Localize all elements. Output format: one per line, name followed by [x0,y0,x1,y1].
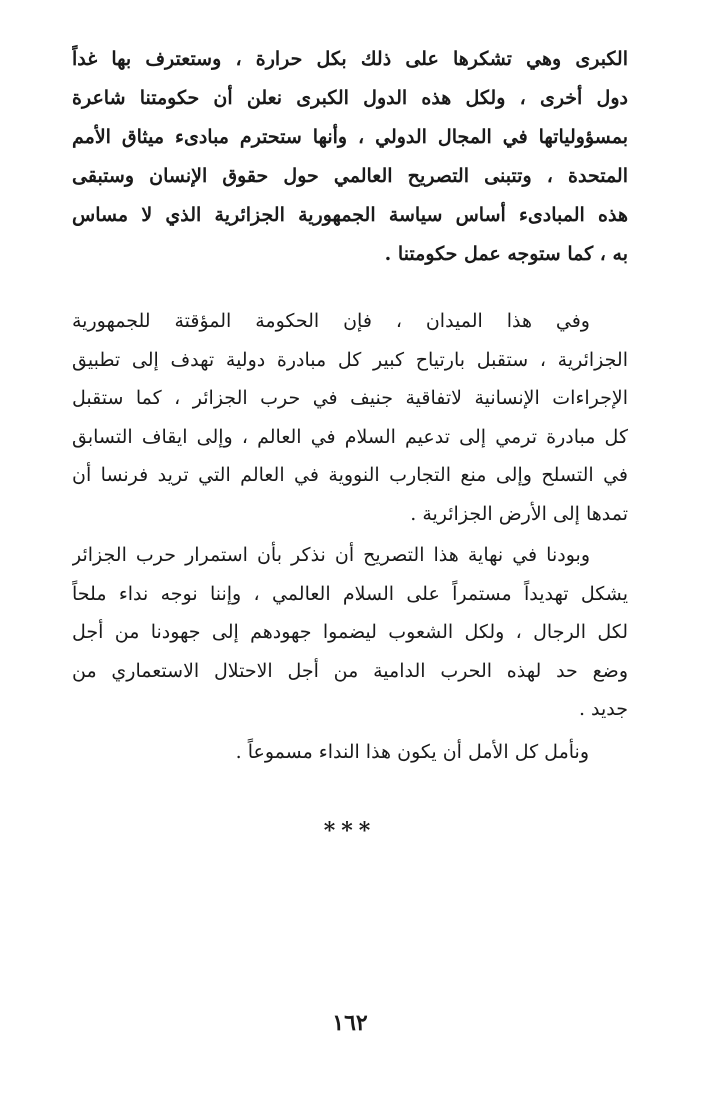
paragraph-line: وضع حد لهذه الحرب الدامية من أجل الاحتلال الاستعماري من [72,659,628,682]
paragraph-line: يشكل تهديداً مستمراً على السلام العالمي ، وإننا نوجه نداء ملحاً [72,582,628,605]
paragraph-line: بمسؤولياتها في المجال الدولي ، وأنها ستحترم مبادىء ميثاق الأمم [72,126,628,148]
document-page [72,40,628,1080]
paragraph-line: تمدها إلى الأرض الجزائرية . [410,502,628,525]
section-separator: *** [323,818,377,844]
paragraph-4: ونأمل كل الأمل أن يكون هذا النداء مسموعاً . [235,741,589,763]
paragraph-2 [72,302,628,533]
paragraph-line: دول أخرى ، ولكل هذه الدول الكبرى نعلن أن حكومتنا شاعرة [72,87,628,109]
paragraph-line: الجزائرية ، ستقبل بارتياح كبير كل مبادرة دولية تهدف إلى تطبيق [72,348,628,371]
paragraph-line: وفي هذا الميدان ، فإن الحكومة المؤقتة للجمهورية [72,310,590,332]
paragraph-line: في التسلح وإلى منع التجارب النووية في العالم التي تريد فرنسا أن [72,464,628,486]
paragraph-line: وبودنا في نهاية هذا التصريح أن نذكر بأن استمرار حرب الجزائر [72,544,590,566]
page-number: ١٦٢ [332,1010,368,1036]
paragraph-line: كل مبادرة ترمي إلى تدعيم السلام في العالم ، وإلى ايقاف التسابق [72,425,628,448]
paragraph-3 [72,536,628,729]
paragraph-line: هذه المبادىء أساس سياسة الجمهورية الجزائرية الذي لا مساس [72,204,628,226]
paragraph-line: المتحدة ، وتتبنى التصريح العالمي حول حقوق الإنسان وستبقى [72,165,628,187]
paragraph-line: جديد . [578,698,628,720]
paragraph-line: الكبرى وهي تشكرها على ذلك بكل حرارة ، وستعترف بها غداً [72,48,628,70]
paragraph-line: الإجراءات الإنسانية لاتفاقية جنيف في حرب الجزائر ، كما ستقبل [72,387,628,409]
paragraph-line: به ، كما ستوجه عمل حكومتنا . [384,243,628,265]
paragraph-line: لكل الرجال ، ولكل الشعوب ليضموا جهودهم إلى جهودنا من أجل [72,621,628,643]
paragraph-1 [72,40,628,274]
